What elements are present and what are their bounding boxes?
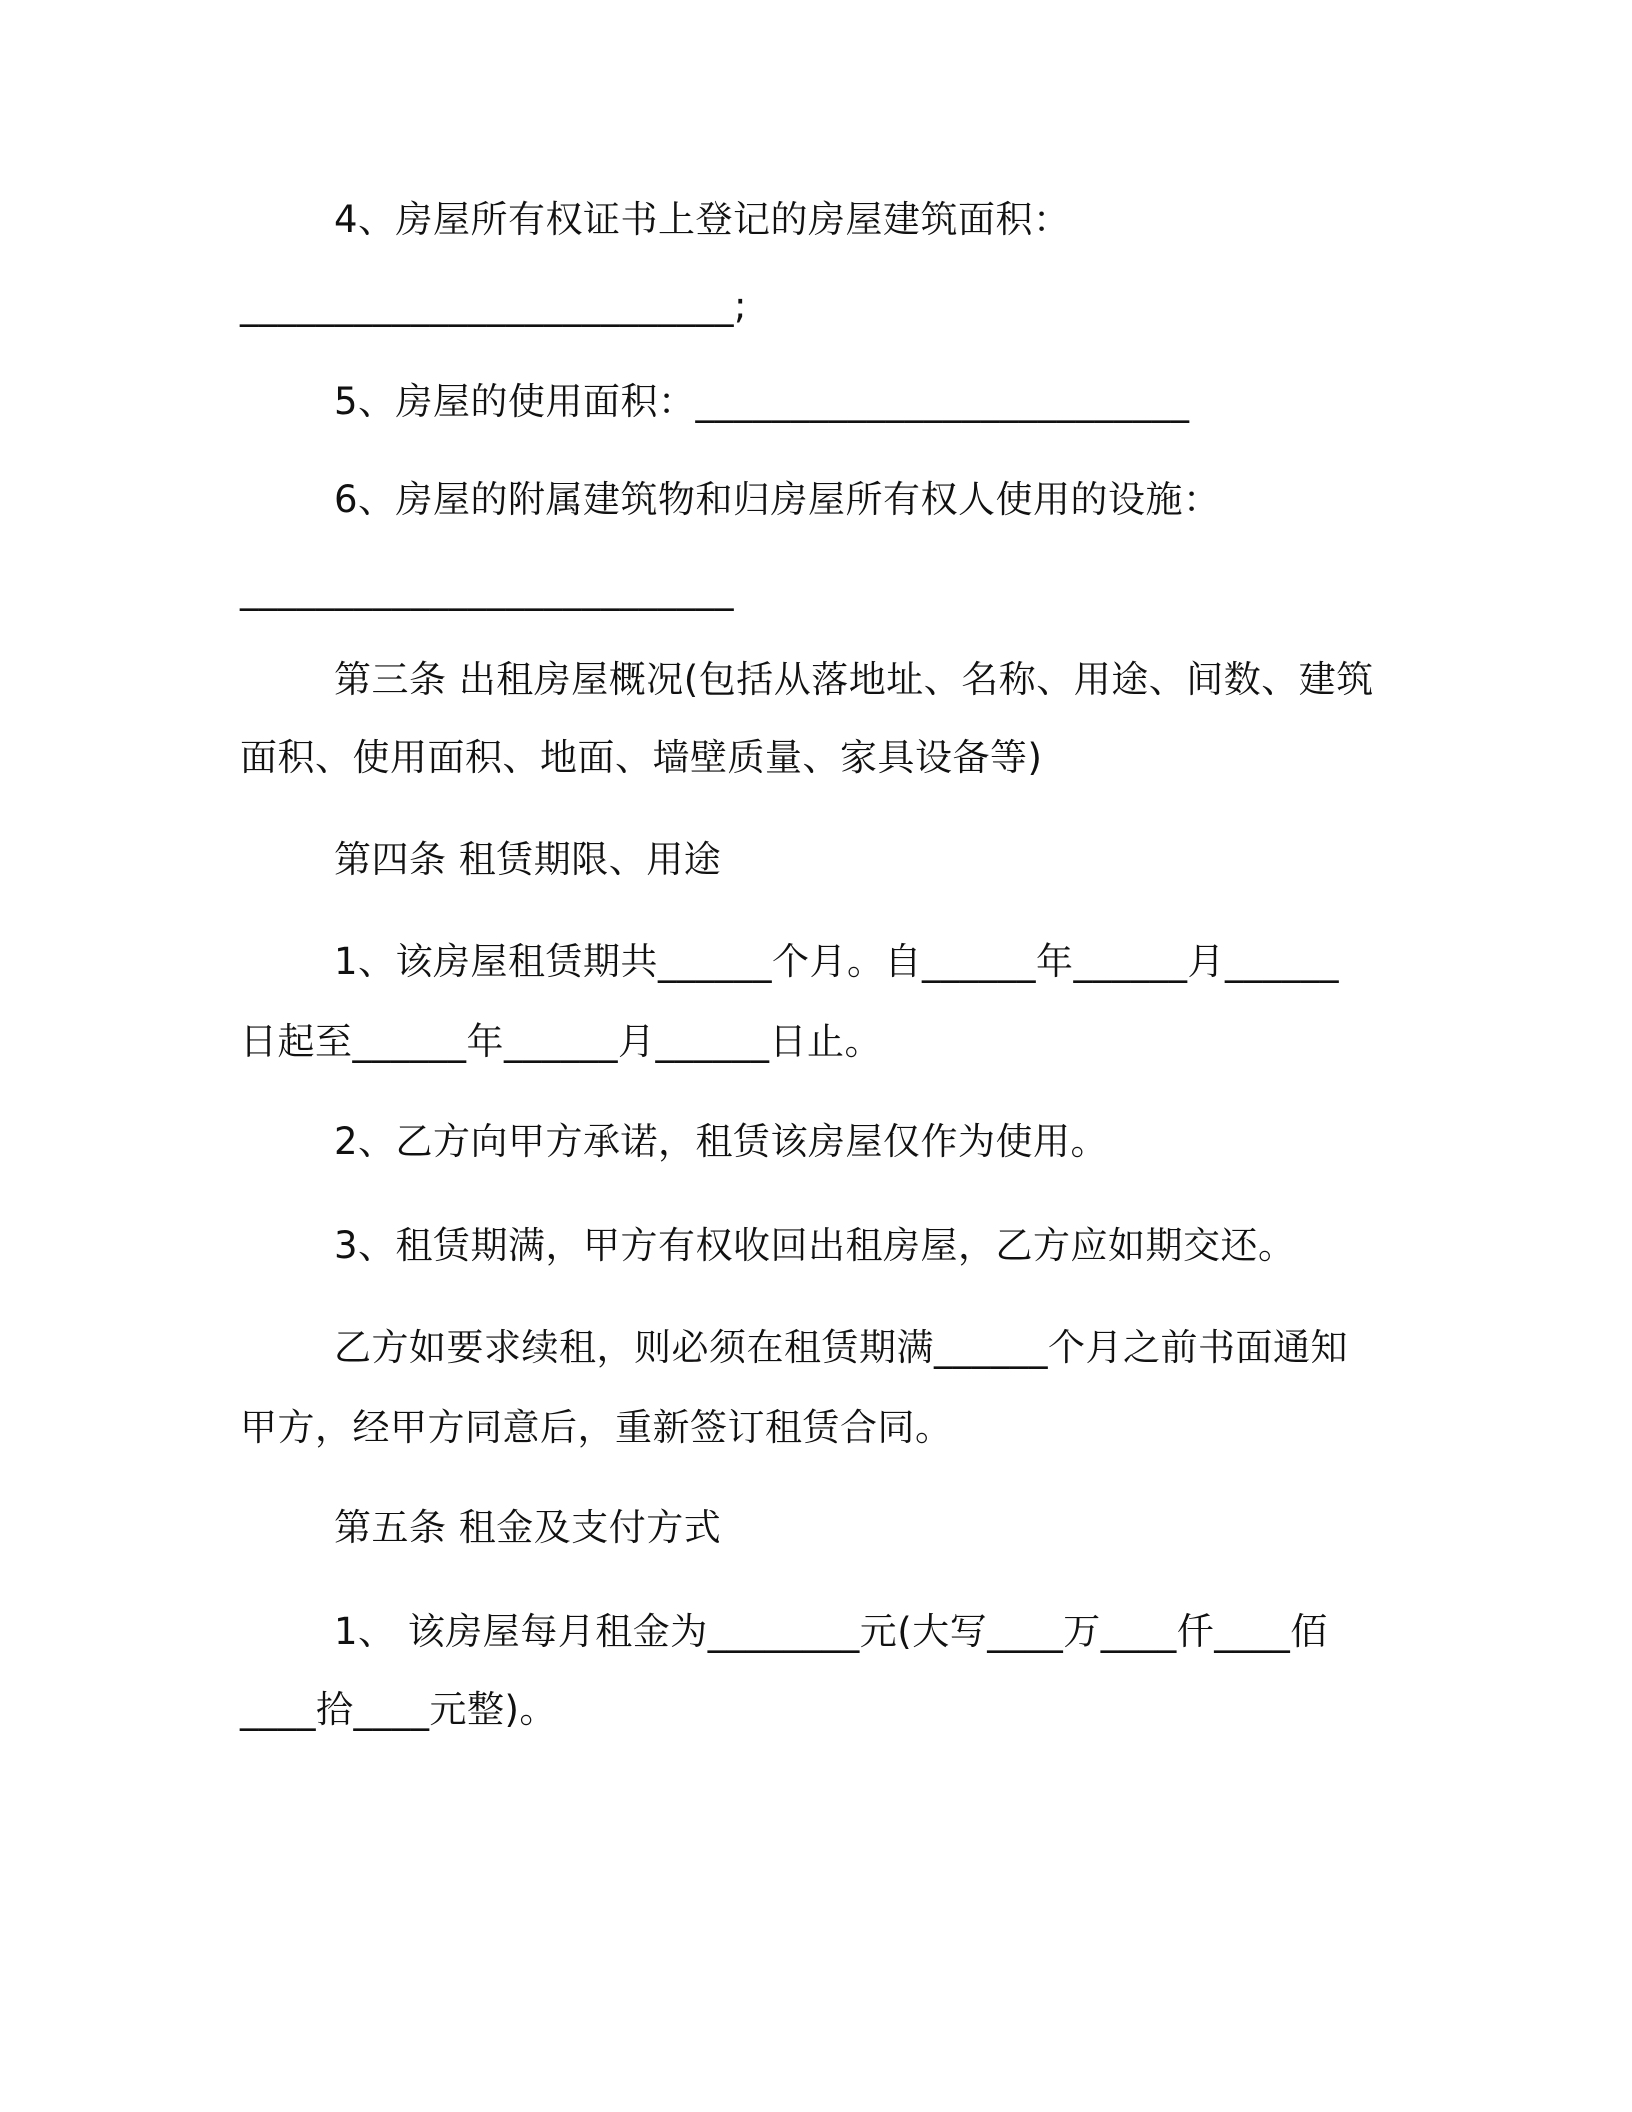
clause-2-item-4: 4、房屋所有权证书上登记的房屋建筑面积： <box>334 198 1071 241</box>
clause-4-item-3: 3、租赁期满，甲方有权收回出租房屋，乙方应如期交还。 <box>334 1224 1296 1267</box>
clause-2-item-6: 6、房屋的附属建筑物和归房屋所有权人使用的设施： <box>334 478 1221 521</box>
clause-2-item-4-blank: __________________________; <box>240 284 747 327</box>
clause-4-item-2: 2、乙方向甲方承诺，租赁该房屋仅作为使用。 <box>334 1120 1109 1163</box>
clause-4-item-1: 1、该房屋租赁期共______个月。自______年______月______ <box>334 940 1340 983</box>
clause-3-heading: 第三条 出租房屋概况(包括从落地址、名称、用途、间数、建筑 <box>334 658 1374 701</box>
renewal-paragraph: 乙方如要求续租，则必须在租赁期满______个月之前书面通知 <box>334 1326 1348 1369</box>
clause-3-continuation: 面积、使用面积、地面、墙壁质量、家具设备等) <box>240 736 1043 779</box>
clause-5-heading: 第五条 租金及支付方式 <box>334 1506 722 1549</box>
renewal-paragraph-continuation: 甲方，经甲方同意后，重新签订租赁合同。 <box>240 1406 953 1449</box>
clause-4-heading: 第四条 租赁期限、用途 <box>334 838 722 881</box>
clause-5-item-1: 1、 该房屋每月租金为________元(大写____万____仟____佰 <box>334 1610 1328 1653</box>
clause-2-item-6-blank: __________________________ <box>240 568 734 611</box>
clause-4-item-1-continuation: 日起至______年______月______日止。 <box>240 1020 882 1063</box>
clause-5-item-1-continuation: ____拾____元整)。 <box>240 1688 557 1731</box>
clause-2-item-5: 5、房屋的使用面积：__________________________ <box>334 380 1190 423</box>
